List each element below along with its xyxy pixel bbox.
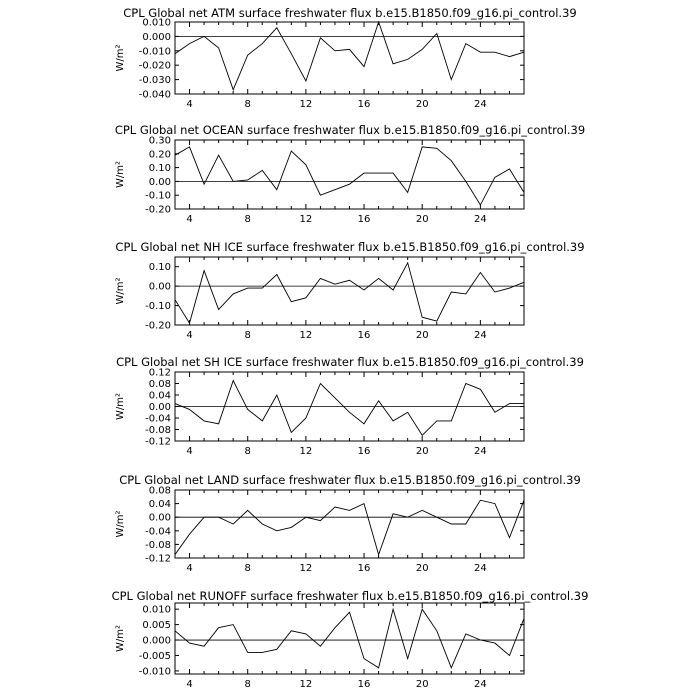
y-tick-label: 0.08 bbox=[148, 379, 171, 390]
x-tick-label: 24 bbox=[474, 679, 487, 690]
y-tick-label: 0.00 bbox=[148, 402, 171, 413]
y-tick-label: -0.12 bbox=[145, 436, 171, 448]
series-line-1 bbox=[175, 381, 524, 436]
y-axis-label: W/m² bbox=[115, 510, 126, 538]
x-tick-label: 16 bbox=[357, 679, 371, 690]
chart-title: CPL Global net OCEAN surface freshwater flux b.e15.B1850.f09_g16.pi_control.39 bbox=[114, 123, 586, 137]
y-tick-label: 0.010 bbox=[142, 604, 171, 616]
y-axis-label: W/m² bbox=[115, 160, 126, 189]
y-tick-label: -0.08 bbox=[145, 539, 171, 551]
chart-title: CPL Global net NH ICE surface freshwater flux b.e15.B1850.f09_g16.pi_control.39 bbox=[115, 240, 585, 254]
plot-frame bbox=[175, 22, 524, 94]
x-tick-label: 16 bbox=[357, 330, 371, 341]
x-tick-label: 8 bbox=[244, 563, 251, 574]
x-tick-label: 24 bbox=[474, 563, 487, 574]
y-tick-label: 0.12 bbox=[148, 367, 171, 379]
y-tick-label: 0.20 bbox=[148, 149, 171, 161]
x-tick-label: 4 bbox=[186, 214, 193, 225]
y-tick-label: -0.20 bbox=[145, 204, 171, 216]
x-tick-label: 16 bbox=[357, 214, 371, 225]
y-tick-label: -0.010 bbox=[138, 666, 171, 678]
x-tick-label: 8 bbox=[244, 99, 251, 110]
y-tick-label: -0.20 bbox=[145, 320, 171, 332]
chart-panel-4 bbox=[115, 355, 584, 457]
y-tick-label: 0.30 bbox=[148, 135, 171, 147]
y-tick-label: 0.10 bbox=[148, 163, 171, 175]
y-tick-label: -0.04 bbox=[145, 526, 171, 538]
series-line-1 bbox=[175, 500, 524, 554]
chart-title: CPL Global net RUNOFF surface freshwater flux b.e15.B1850.f09_g16.pi_control.39 bbox=[111, 589, 589, 603]
x-tick-label: 24 bbox=[474, 446, 487, 457]
y-tick-label: 0.005 bbox=[142, 620, 171, 632]
x-tick-label: 8 bbox=[244, 679, 251, 690]
x-tick-label: 4 bbox=[186, 679, 193, 690]
y-tick-label: 0.04 bbox=[148, 390, 171, 402]
x-tick-label: 8 bbox=[244, 330, 251, 341]
x-tick-label: 8 bbox=[244, 214, 251, 225]
y-tick-label: -0.010 bbox=[138, 46, 171, 58]
x-tick-label: 12 bbox=[299, 214, 313, 225]
y-tick-label: 0.000 bbox=[142, 31, 171, 43]
x-tick-label: 20 bbox=[415, 446, 429, 457]
x-tick-label: 16 bbox=[357, 446, 371, 457]
x-tick-label: 8 bbox=[244, 446, 251, 457]
x-tick-label: 20 bbox=[415, 679, 429, 690]
plot-frame bbox=[175, 257, 524, 325]
chart-title: CPL Global net ATM surface freshwater flux b.e15.B1850.f09_g16.pi_control.39 bbox=[123, 6, 577, 20]
y-tick-label: 0.04 bbox=[148, 499, 171, 511]
y-tick-label: 0.00 bbox=[148, 512, 171, 524]
y-tick-label: -0.12 bbox=[145, 553, 171, 565]
y-tick-label: -0.08 bbox=[145, 425, 171, 436]
x-tick-label: 4 bbox=[186, 446, 193, 457]
chart-title: CPL Global net SH ICE surface freshwater flux b.e15.B1850.f09_g16.pi_control.39 bbox=[116, 355, 584, 369]
chart-panel-1 bbox=[115, 6, 577, 110]
x-tick-label: 20 bbox=[415, 330, 429, 341]
y-tick-label: 0.08 bbox=[148, 485, 171, 497]
series-line-1 bbox=[175, 22, 524, 90]
x-tick-label: 16 bbox=[357, 99, 371, 110]
y-tick-label: -0.005 bbox=[138, 650, 171, 662]
x-tick-label: 20 bbox=[415, 99, 429, 110]
chart-panel-6 bbox=[112, 589, 589, 690]
y-tick-label: 0.10 bbox=[148, 262, 171, 274]
y-tick-label: 0.010 bbox=[142, 17, 171, 29]
series-line-1 bbox=[175, 263, 524, 323]
x-tick-label: 20 bbox=[415, 563, 429, 574]
y-axis-label: W/m² bbox=[115, 277, 126, 305]
plot-frame bbox=[175, 490, 524, 558]
x-tick-label: 4 bbox=[186, 563, 193, 574]
x-tick-label: 24 bbox=[474, 214, 487, 225]
x-tick-label: 12 bbox=[299, 446, 313, 457]
y-tick-label: 0.00 bbox=[148, 281, 171, 293]
y-tick-label: 0.00 bbox=[148, 176, 171, 188]
series-line-1 bbox=[175, 609, 524, 668]
x-tick-label: 4 bbox=[186, 330, 193, 341]
x-tick-label: 20 bbox=[415, 214, 429, 225]
y-tick-label: -0.04 bbox=[145, 413, 171, 425]
x-tick-label: 24 bbox=[474, 99, 487, 110]
y-axis-label: W/m² bbox=[115, 624, 126, 653]
chart-title: CPL Global net LAND surface freshwater flux b.e15.B1850.f09_g16.pi_control.39 bbox=[119, 473, 581, 487]
chart-panel-5 bbox=[115, 473, 581, 574]
y-axis-label: W/m² bbox=[115, 44, 126, 72]
y-tick-label: -0.040 bbox=[138, 89, 171, 101]
x-tick-label: 12 bbox=[299, 99, 313, 110]
y-tick-label: -0.10 bbox=[145, 190, 171, 202]
y-tick-label: -0.10 bbox=[145, 301, 171, 313]
x-tick-label: 12 bbox=[299, 330, 313, 341]
y-tick-label: 0.000 bbox=[142, 635, 171, 647]
plot-frame bbox=[175, 140, 524, 209]
y-tick-label: -0.030 bbox=[138, 75, 171, 87]
chart-panel-3 bbox=[115, 240, 585, 341]
x-tick-label: 24 bbox=[474, 330, 487, 341]
chart-panel-2 bbox=[115, 123, 585, 225]
y-tick-label: -0.020 bbox=[138, 60, 171, 72]
x-tick-label: 12 bbox=[299, 679, 313, 690]
series-line-1 bbox=[175, 147, 524, 205]
x-tick-label: 4 bbox=[186, 99, 193, 110]
x-tick-label: 16 bbox=[357, 563, 371, 574]
x-tick-label: 12 bbox=[299, 563, 313, 574]
y-axis-label: W/m² bbox=[115, 392, 126, 421]
